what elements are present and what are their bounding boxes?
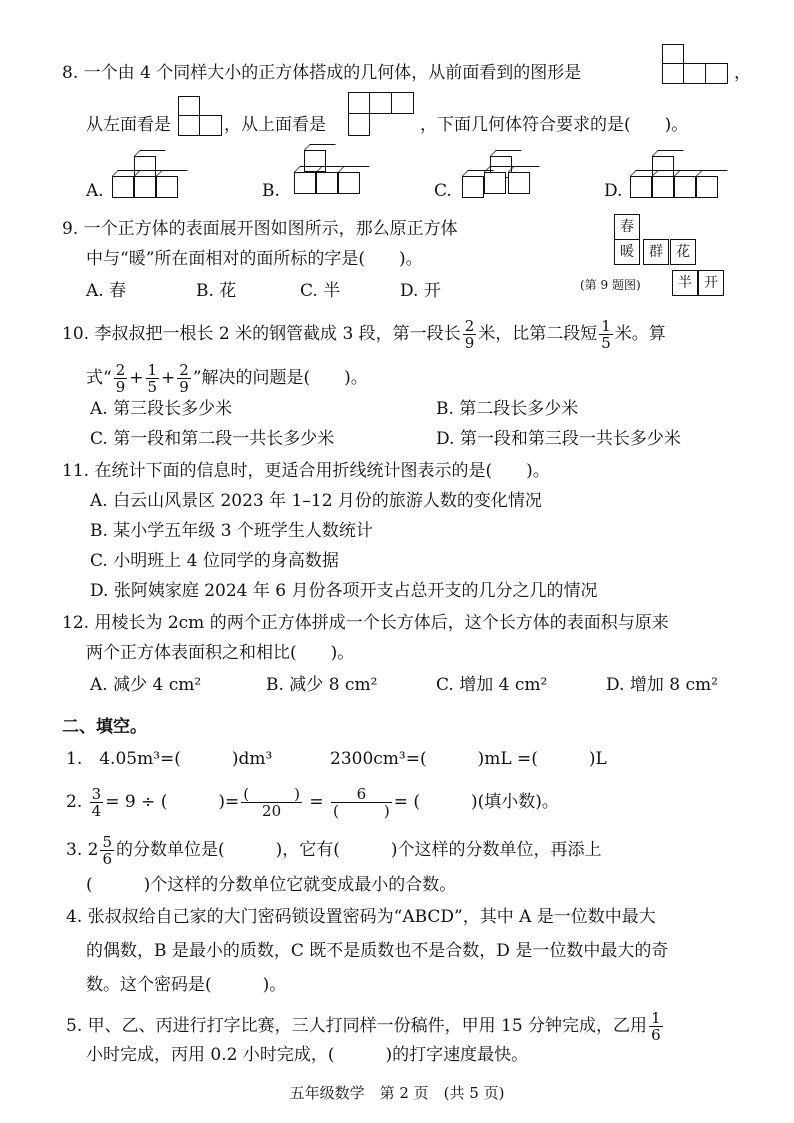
fill4-line2: 的偶数，B 是最小的质数，C 既不是质数也不是合数，D 是一位数中最大的奇 [86, 941, 669, 961]
figure-caption: (第 9 题图) [580, 278, 641, 292]
front-view-figure [662, 44, 728, 84]
q10-option-b[interactable]: B. 第二段长多少米 [436, 399, 579, 419]
q12-option-d[interactable]: D. 增加 8 cm² [606, 675, 718, 695]
q8-line2b: ，从上面看是 [224, 115, 326, 135]
fill3-line1: 3. 2 $\frac{5}{6}$ 的分数单位是( )，它有( )个这样的分数单位，再添上 [66, 833, 602, 868]
q8-line2a: 从左面看是 [86, 115, 171, 135]
q9-option-c[interactable]: C. 半 [300, 281, 341, 301]
q10-option-a[interactable]: A. 第三段长多少米 [90, 399, 233, 419]
q8-line1-end: ， [734, 63, 751, 83]
q12-option-c[interactable]: C. 增加 4 cm² [436, 675, 548, 695]
solid-a-figure [110, 150, 190, 200]
fill3-line2: ( )个这样的分数单位它就变成最小的合数。 [86, 875, 457, 895]
q8-option-b[interactable]: B. [262, 181, 280, 201]
net-cell: 花 [670, 239, 696, 265]
fill4-line3: 数。这个密码是( )。 [86, 975, 287, 995]
fill1-a: 1. 4.05m³=( )dm³ [66, 749, 273, 769]
q9-line1: 9. 一个正方体的表面展开图如图所示，那么原正方体 [62, 219, 458, 239]
q10-line2: 式“ $\frac{2}{9}$ + $\frac{1}{5}$ + $\frac{2}{9}$ ”解决的问题是( )。 [86, 361, 368, 396]
fill5-line2: 小时完成，丙用 0.2 小时完成，( )的打字速度最快。 [86, 1045, 529, 1065]
q8-option-d[interactable]: D. [604, 181, 623, 201]
page-footer: 五年级数学 第 2 页 (共 5 页) [289, 1084, 505, 1102]
q12-option-a[interactable]: A. 减少 4 cm² [90, 675, 202, 695]
q11-line1: 11. 在统计下面的信息时，更适合用折线统计图表示的是( )。 [62, 461, 550, 481]
q11-option-b[interactable]: B. 某小学五年级 3 个班学生人数统计 [90, 521, 373, 541]
q11-option-a[interactable]: A. 白云山风景区 2023 年 1–12 月份的旅游人数的变化情况 [90, 491, 542, 511]
q10-line1: 10. 李叔叔把一根长 2 米的钢管截成 3 段，第一段长 $\frac{2}{9}$ 米，比第二段短 $\frac{1}{5}$ 米。算 [62, 317, 666, 352]
q8-option-a[interactable]: A. [86, 181, 104, 201]
q10-option-c[interactable]: C. 第一段和第二段一共长多少米 [90, 429, 335, 449]
net-cell: 群 [643, 239, 669, 265]
q11-option-d[interactable]: D. 张阿姨家庭 2024 年 6 月份各项开支占总开支的几分之几的情况 [90, 581, 598, 601]
q9-option-b[interactable]: B. 花 [196, 281, 237, 301]
fraction: $\frac{2}{9}$ [464, 317, 475, 352]
q12-line2: 两个正方体表面积之和相比( )。 [86, 643, 355, 663]
net-cell: 半 [672, 270, 698, 296]
section-title: 二、填空。 [62, 717, 147, 737]
solid-b-figure [288, 144, 378, 200]
q10-option-d[interactable]: D. 第一段和第三段一共长多少米 [436, 429, 681, 449]
net-cell: 暖 [614, 239, 640, 265]
left-view-figure [178, 96, 222, 136]
net-cell: 春 [614, 214, 640, 240]
q9-option-d[interactable]: D. 开 [400, 281, 441, 301]
q9-line2: 中与“暖”所在面相对的面所标的字是( )。 [86, 249, 423, 269]
q12-line1: 12. 用棱长为 2cm 的两个正方体拼成一个长方体后，这个长方体的表面积与原来 [62, 613, 669, 633]
fill4-line1: 4. 张叔叔给自己家的大门密码锁设置密码为“ABCD”，其中 A 是一位数中最大 [66, 907, 656, 927]
q8-line2c: ，下面几何体符合要求的是( )。 [420, 115, 689, 135]
q8-option-c[interactable]: C. [434, 181, 452, 201]
solid-d-figure [628, 150, 728, 200]
q11-option-c[interactable]: C. 小明班上 4 位同学的身高数据 [90, 551, 339, 571]
fill1-b: 2300cm³=( )mL =( )L [330, 749, 607, 769]
q9-option-a[interactable]: A. 春 [86, 281, 127, 301]
top-view-figure [348, 92, 414, 136]
q8-line1: 8. 一个由 4 个同样大小的正方体搭成的几何体，从前面看到的图形是 [62, 63, 582, 83]
fill5-line1: 5. 甲、乙、丙进行打字比赛，三人打同样一份稿件，甲用 15 分钟完成，乙用 $\frac{1}{6}$ [66, 1009, 661, 1044]
net-cell: 开 [698, 270, 724, 296]
solid-c-figure [458, 150, 548, 200]
fraction: $\frac{1}{5}$ [601, 317, 611, 352]
fill2: 2. $\frac{3}{4}$ = 9 ÷ ( )= $\frac{( )}{20}$ = $\frac{6}{( )}$ = ( )(填小数)。 [66, 785, 559, 820]
q12-option-b[interactable]: B. 减少 8 cm² [266, 675, 378, 695]
